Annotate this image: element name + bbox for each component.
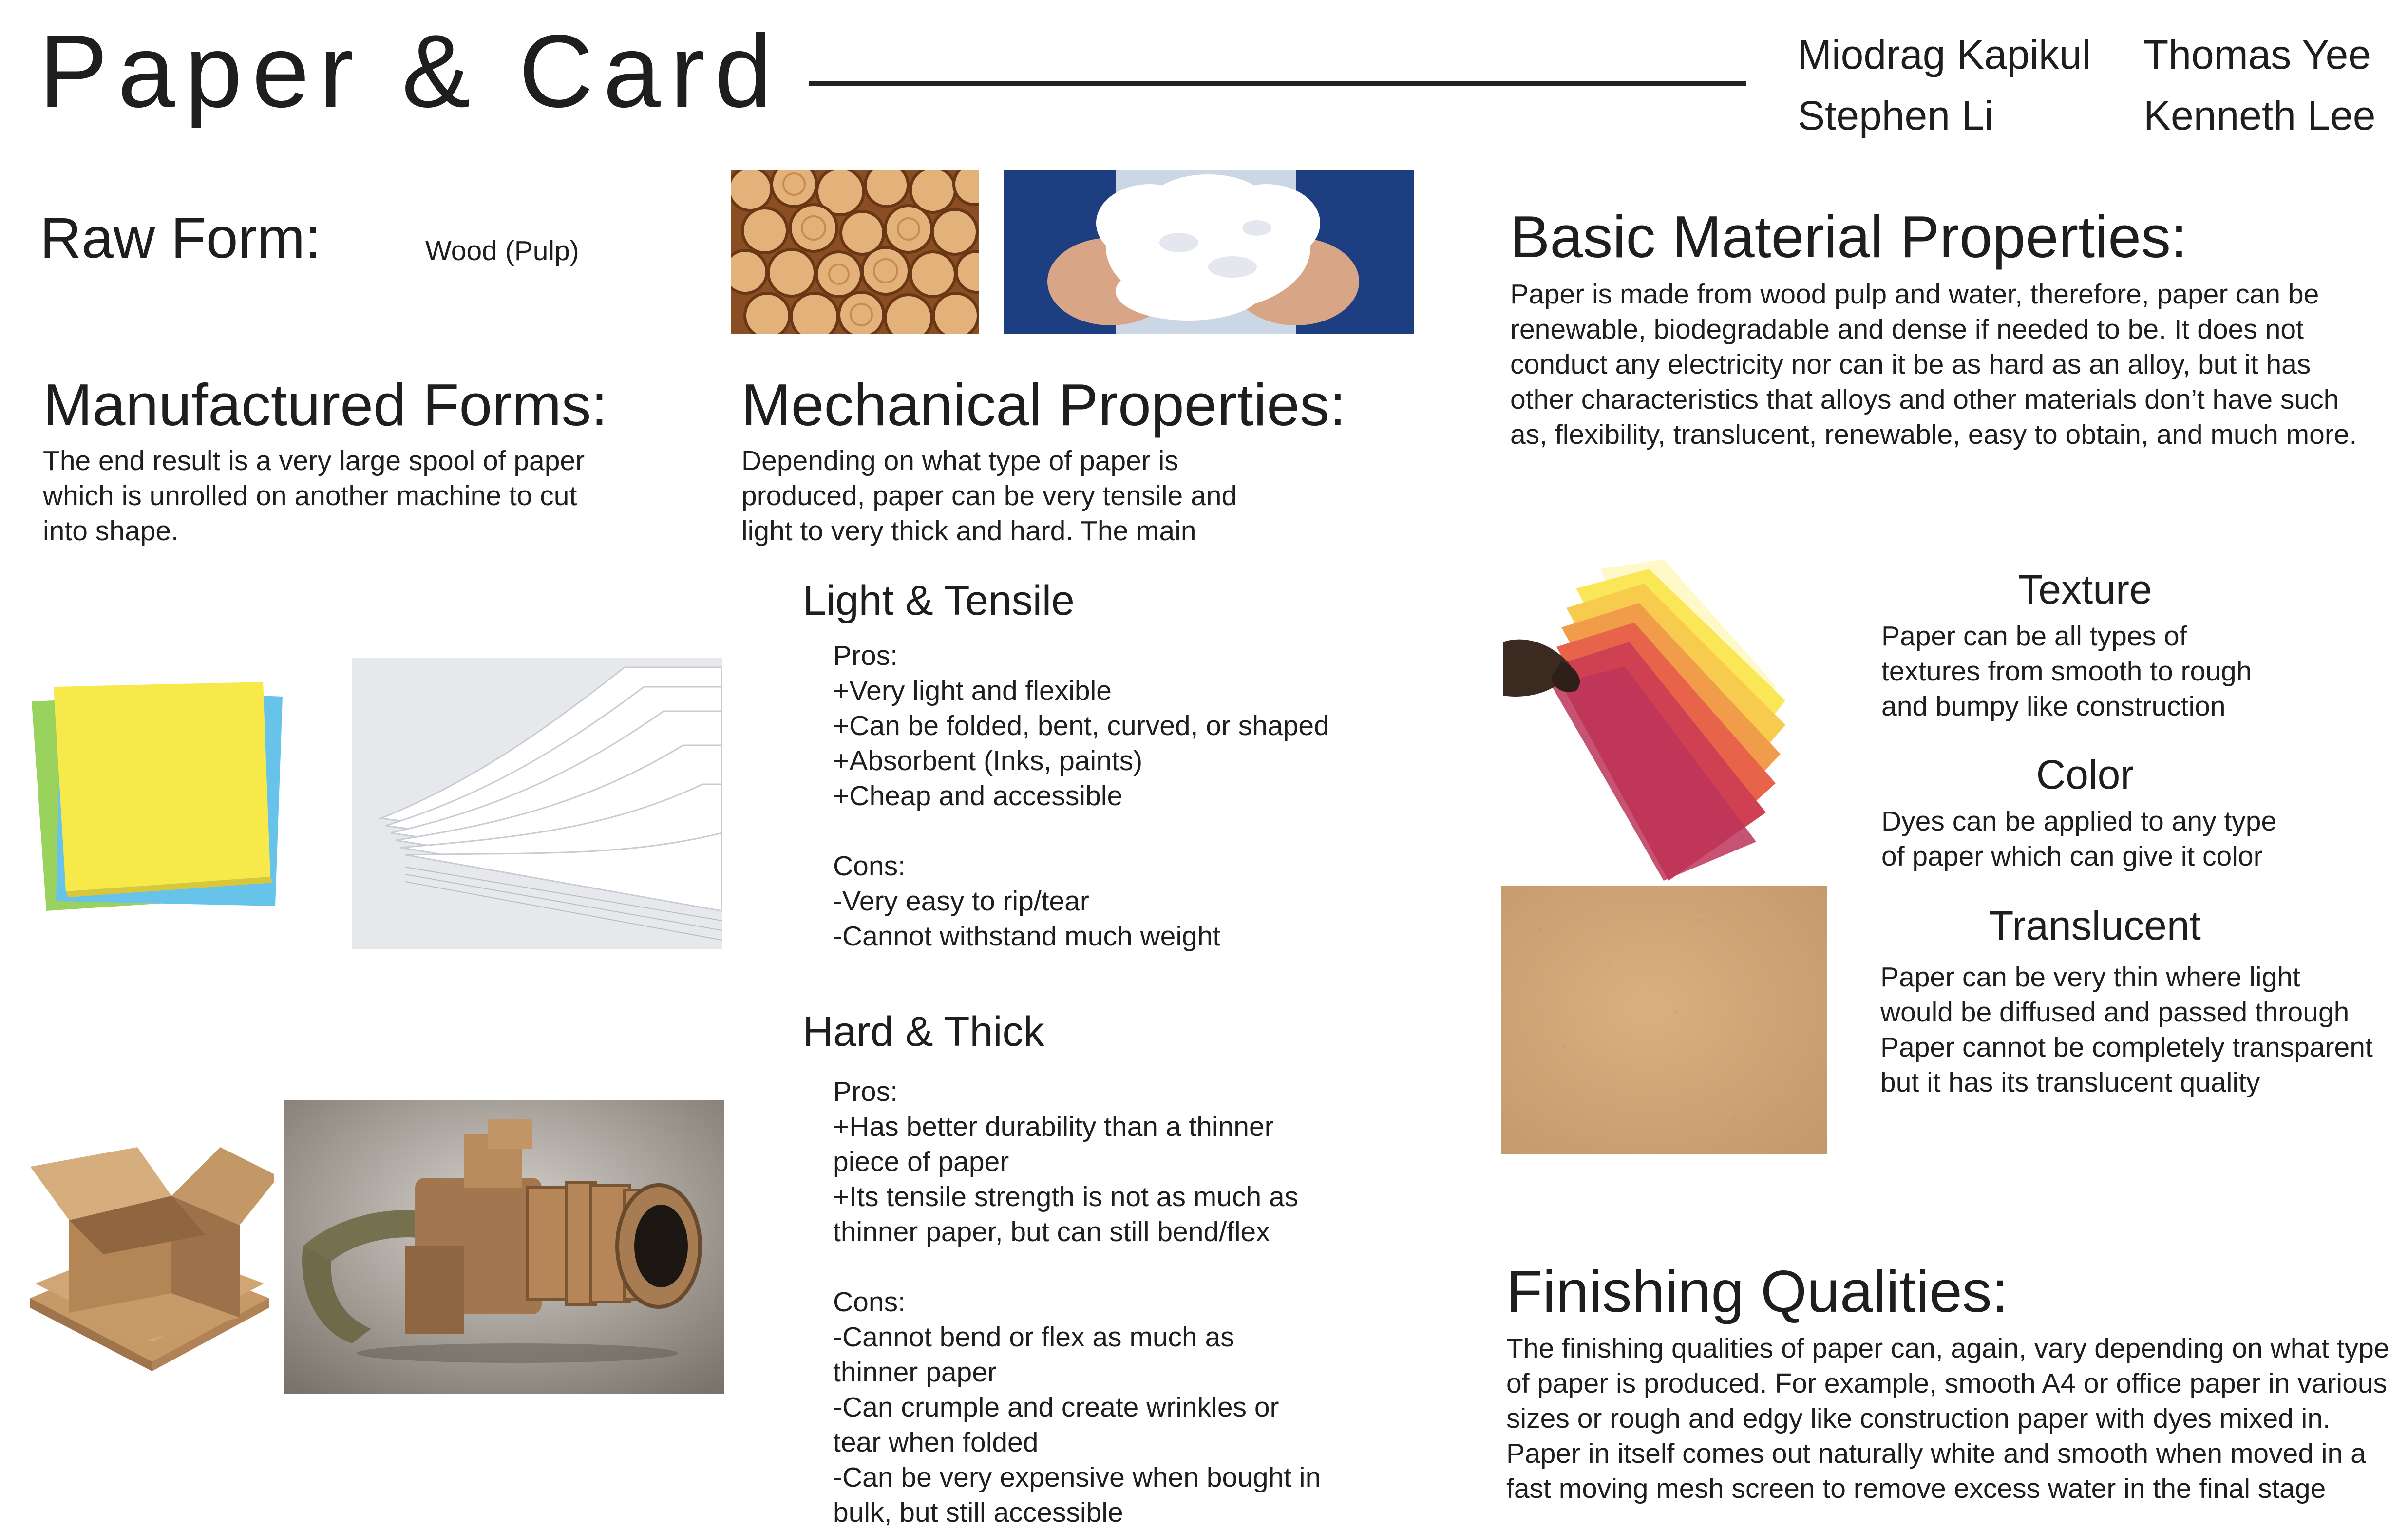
text-line: Depending on what type of paper is: [741, 445, 1178, 476]
text-line: Paper can be all types of: [1881, 621, 2187, 652]
pros-label: Pros:: [833, 1076, 898, 1107]
pro-item: +Its tensile strength is not as much as: [833, 1181, 1299, 1212]
text-line: of paper which can give it color: [1881, 841, 2263, 872]
pro-item: +Very light and flexible: [833, 675, 1112, 706]
sticky-notes-photo: [27, 672, 290, 926]
author-name: Stephen Li: [1798, 93, 1993, 138]
text-line: The finishing qualities of paper can, again, vary depending on what type: [1506, 1333, 2389, 1364]
author-name: Thomas Yee: [2143, 32, 2371, 77]
light-tensile-heading: Light & Tensile: [803, 577, 1075, 624]
text-line: would be diffused and passed through: [1880, 997, 2350, 1028]
text-line: and bumpy like construction: [1881, 691, 2226, 722]
wood-logs-photo: [731, 170, 979, 334]
cardboard-box-photo: [25, 1137, 274, 1381]
con-item: -Cannot withstand much weight: [833, 921, 1221, 952]
cons-label: Cons:: [833, 850, 906, 882]
texture-heading: Texture: [2018, 567, 2152, 612]
cons-label: Cons:: [833, 1286, 906, 1318]
mechanical-properties-heading: Mechanical Properties:: [741, 372, 1346, 438]
con-item: -Cannot bend or flex as much as: [833, 1322, 1234, 1353]
text-line: light to very thick and hard. The main: [741, 515, 1196, 547]
light-tensile-list: [833, 638, 1329, 954]
basic-properties-text: [1510, 277, 2357, 452]
con-item: -Can be very expensive when bought in: [833, 1462, 1321, 1493]
raw-form-value: Wood (Pulp): [425, 235, 579, 266]
text-line: sizes or rough and edgy like construction paper with dyes mixed in.: [1506, 1403, 2331, 1434]
text-line: of paper is produced. For example, smooth A4 or office paper in various: [1506, 1368, 2388, 1399]
text-line: The end result is a very large spool of paper: [43, 445, 585, 476]
cardboard-camera-photo: [284, 1100, 724, 1394]
text-line: Paper is made from wood pulp and water, therefore, paper can be: [1510, 279, 2319, 310]
author-name: Miodrag Kapikul: [1798, 32, 2091, 77]
kraft-paper-texture-photo: [1501, 886, 1827, 1154]
text-line: renewable, biodegradable and dense if needed to be. It does not: [1510, 314, 2304, 345]
translucent-text: [1880, 960, 2373, 1100]
pulp-in-hands-photo: [1004, 170, 1414, 334]
manufactured-forms-text: [43, 443, 585, 548]
pro-item: thinner paper, but can still bend/flex: [833, 1216, 1270, 1247]
hard-thick-heading: Hard & Thick: [803, 1008, 1044, 1055]
text-line: produced, paper can be very tensile and: [741, 480, 1237, 511]
text-line: textures from smooth to rough: [1881, 656, 2252, 687]
text-line: but it has its translucent quality: [1880, 1067, 2260, 1098]
mechanical-properties-intro: [741, 443, 1237, 548]
pros-label: Pros:: [833, 640, 898, 671]
text-line: Paper can be very thin where light: [1880, 962, 2300, 993]
finishing-qualities-heading: Finishing Qualities:: [1506, 1258, 2009, 1324]
pro-item: piece of paper: [833, 1146, 1009, 1177]
text-line: which is unrolled on another machine to cut: [43, 480, 577, 511]
header-rule: [809, 81, 1746, 86]
basic-properties-heading: Basic Material Properties:: [1510, 204, 2187, 270]
con-item: bulk, but still accessible: [833, 1497, 1123, 1528]
finishing-qualities-text: [1506, 1331, 2389, 1506]
con-item: -Can crumple and create wrinkles or: [833, 1392, 1279, 1423]
page-title: Paper & Card: [39, 13, 782, 129]
pro-item: +Can be folded, bent, curved, or shaped: [833, 710, 1329, 741]
con-item: -Very easy to rip/tear: [833, 886, 1089, 917]
pro-item: +Has better durability than a thinner: [833, 1111, 1274, 1142]
raw-form-heading: Raw Form:: [40, 206, 321, 270]
manufactured-forms-heading: Manufactured Forms:: [43, 372, 608, 438]
translucent-heading: Translucent: [1989, 903, 2201, 948]
con-item: tear when folded: [833, 1427, 1039, 1458]
text-line: conduct any electricity nor can it be as hard as an alloy, but it has: [1510, 349, 2311, 380]
text-line: fast moving mesh screen to remove excess water in the final stage: [1506, 1473, 2326, 1504]
pro-item: +Cheap and accessible: [833, 780, 1123, 812]
text-line: Dyes can be applied to any type: [1881, 806, 2277, 837]
text-line: Paper in itself comes out naturally white and smooth when moved in a: [1506, 1438, 2366, 1469]
pro-item: +Absorbent (Inks, paints): [833, 745, 1143, 776]
paper-stack-photo: [352, 658, 722, 949]
texture-text: [1881, 619, 2252, 724]
con-item: thinner paper: [833, 1357, 997, 1388]
text-line: as, flexibility, translucent, renewable, easy to obtain, and much more.: [1510, 419, 2357, 450]
text-line: other characteristics that alloys and other materials don’t have such: [1510, 384, 2339, 415]
text-line: into shape.: [43, 515, 179, 547]
hard-thick-list: [833, 1074, 1321, 1530]
text-line: Paper cannot be completely transparent: [1880, 1032, 2373, 1063]
color-text: [1881, 804, 2276, 874]
author-name: Kenneth Lee: [2143, 93, 2376, 138]
color-heading: Color: [2036, 752, 2134, 797]
colored-translucent-sheets-photo: [1503, 540, 1824, 886]
